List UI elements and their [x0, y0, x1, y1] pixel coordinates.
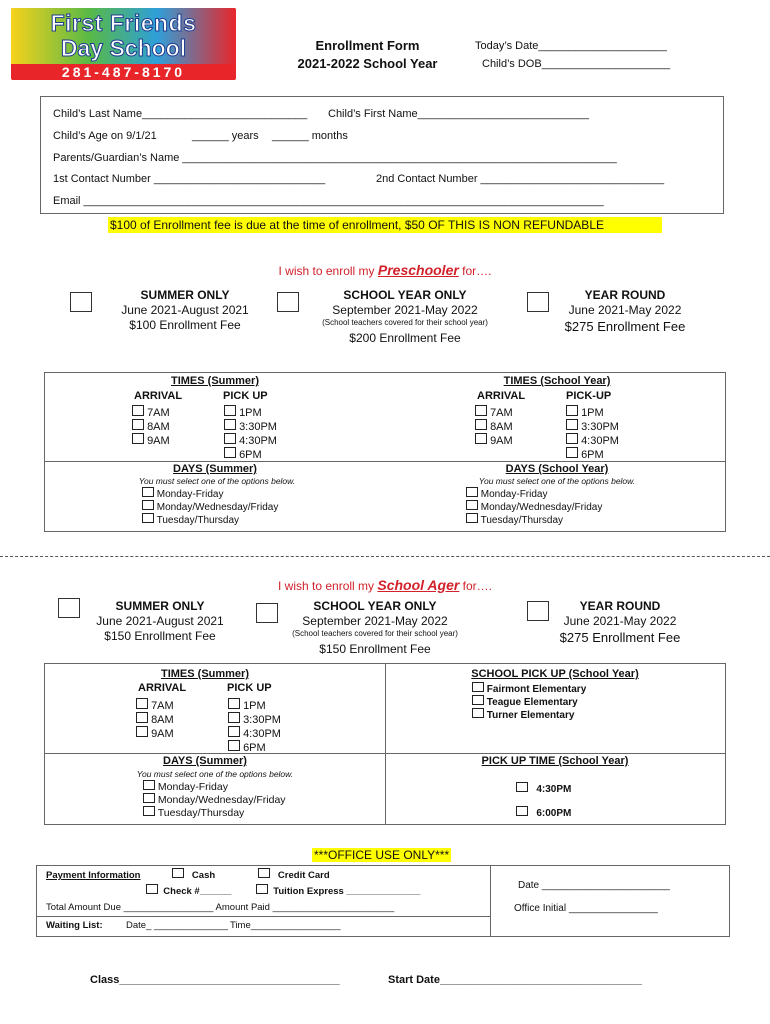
office-initial-field[interactable]: Office Initial ________________	[514, 903, 658, 914]
list-item[interactable]: 3:30PM	[224, 419, 277, 433]
list-item[interactable]: Teague Elementary	[472, 695, 586, 708]
form-title: Enrollment Form	[315, 38, 420, 53]
list-item[interactable]: Monday-Friday	[143, 780, 286, 793]
schoolage-arrival-list	[136, 698, 174, 740]
total-amount-field[interactable]: Total Amount Due _________________ Amount Paid _______________________	[46, 902, 395, 913]
preschool-days-summer-heading: DAYS (Summer)	[173, 463, 257, 475]
preschool-schoolyear-option: SCHOOL YEAR ONLY September 2021-May 2022 (School teachers covered for their school year) $200 Enrollment Fee	[322, 288, 488, 345]
office-date-field[interactable]: Date _______________________	[518, 880, 670, 891]
preschool-heading: I wish to enroll my Preschooler for….	[278, 262, 492, 278]
schoolage-summer-option: SUMMER ONLY June 2021-August 2021 $150 Enrollment Fee	[96, 599, 224, 643]
list-item[interactable]: 7AM	[475, 405, 513, 419]
list-item[interactable]: 3:30PM	[566, 419, 619, 433]
list-item[interactable]: 1PM	[566, 405, 619, 419]
contact1-field[interactable]: 1st Contact Number ____________________________	[53, 173, 326, 185]
preschool-summer-pickup-list	[224, 405, 277, 461]
cash-option[interactable]: Cash	[172, 868, 215, 881]
schoolage-days-summer-heading: DAYS (Summer)	[163, 755, 247, 767]
list-item[interactable]: Turner Elementary	[472, 708, 586, 721]
preschool-times-school-heading: TIMES (School Year)	[503, 375, 611, 387]
school-logo	[11, 8, 236, 80]
start-date-field[interactable]: Start Date_________________________________	[388, 974, 642, 986]
payment-info-label: Payment Information	[46, 870, 141, 881]
schoolage-times-summer-heading: TIMES (Summer)	[160, 668, 249, 680]
list-item[interactable]: 1PM	[228, 698, 281, 712]
must-select-note: You must select one of the options below.	[138, 476, 296, 486]
parents-name-field[interactable]: Parents/Guardian’s Name _______________________________________________________________________	[53, 152, 617, 164]
waiting-list-label: Waiting List:	[46, 920, 103, 931]
logo-line2: Day School	[60, 35, 187, 61]
list-item[interactable]: Monday/Wednesday/Friday	[466, 500, 602, 513]
logo-line1: First Friends	[50, 10, 197, 36]
divider	[44, 461, 726, 462]
waiting-date-field[interactable]: Date_ ______________	[126, 920, 228, 931]
preschool-yearround-checkbox[interactable]	[527, 292, 549, 312]
list-item[interactable]: Monday/Wednesday/Friday	[142, 500, 278, 513]
pickup-heading: PICK-UP	[566, 390, 612, 402]
list-item[interactable]: 4:30PM	[228, 726, 281, 740]
list-item[interactable]: 6PM	[224, 447, 277, 461]
preschool-school-pickup-list	[566, 405, 619, 461]
schoolager-word: School Ager	[377, 577, 460, 593]
schoolage-schoolyear-option: SCHOOL YEAR ONLY September 2021-May 2022 (School teachers covered for their school year) $150 Enrollment Fee	[292, 599, 458, 656]
preschool-summer-arrival-list	[132, 405, 170, 447]
child-age-years-field[interactable]: ______ years	[192, 130, 259, 142]
school-pickup-list	[472, 682, 586, 721]
list-item[interactable]: 9AM	[475, 433, 513, 447]
list-item[interactable]: 6PM	[228, 740, 281, 754]
preschool-days-school-heading: DAYS (School Year)	[505, 463, 609, 475]
preschool-summer-checkbox[interactable]	[70, 292, 92, 312]
list-item[interactable]: 7AM	[136, 698, 174, 712]
child-age-label: Child’s Age on 9/1/21	[53, 130, 157, 142]
office-use-heading: ***OFFICE USE ONLY***	[314, 848, 450, 862]
pickup-time-option[interactable]: 6:00PM	[516, 806, 571, 819]
logo-phone: 281-487-8170	[61, 64, 186, 80]
must-select-note: You must select one of the options below.	[136, 769, 294, 779]
divider	[36, 916, 490, 917]
schoolage-summer-checkbox[interactable]	[58, 598, 80, 618]
pickup-heading: PICK UP	[223, 390, 268, 402]
preschool-schoolyear-checkbox[interactable]	[277, 292, 299, 312]
list-item[interactable]: 8AM	[136, 712, 174, 726]
school-pickup-heading: SCHOOL PICK UP (School Year)	[471, 668, 639, 680]
schoolage-pickup-list	[228, 698, 281, 754]
list-item[interactable]: 9AM	[136, 726, 174, 740]
list-item[interactable]: Tuesday/Thursday	[143, 806, 286, 819]
arrival-heading: ARRIVAL	[134, 390, 183, 402]
preschool-school-arrival-list	[475, 405, 513, 447]
cut-line	[0, 556, 770, 557]
preschool-summer-days-list	[142, 487, 278, 526]
list-item[interactable]: 8AM	[475, 419, 513, 433]
list-item[interactable]: 4:30PM	[566, 433, 619, 447]
preschool-school-days-list	[466, 487, 602, 526]
schoolage-yearround-option: YEAR ROUND June 2021-May 2022 $275 Enrollment Fee	[559, 599, 681, 645]
list-item[interactable]: 4:30PM	[224, 433, 277, 447]
childs-dob-field[interactable]: Child’s DOB_____________________	[482, 58, 671, 70]
waiting-time-field[interactable]: Time_________________	[230, 920, 341, 931]
list-item[interactable]: Tuesday/Thursday	[142, 513, 278, 526]
arrival-heading: ARRIVAL	[138, 682, 187, 694]
school-year-title: 2021-2022 School Year	[297, 56, 438, 71]
preschool-summer-option: SUMMER ONLY June 2021-August 2021 $100 Enrollment Fee	[121, 288, 249, 332]
schoolager-heading: I wish to enroll my School Ager for….	[278, 577, 492, 593]
preschool-times-summer-heading: TIMES (Summer)	[170, 375, 259, 387]
divider	[385, 663, 386, 825]
pickup-time-heading: PICK UP TIME (School Year)	[481, 755, 629, 767]
divider	[490, 865, 491, 937]
contact2-field[interactable]: 2nd Contact Number ______________________________	[376, 173, 665, 185]
list-item[interactable]: Fairmont Elementary	[472, 682, 586, 695]
list-item[interactable]: Monday/Wednesday/Friday	[143, 793, 286, 806]
child-age-months-field[interactable]: ______ months	[272, 130, 348, 142]
list-item[interactable]: 7AM	[132, 405, 170, 419]
list-item[interactable]: 3:30PM	[228, 712, 281, 726]
schoolage-days-list	[143, 780, 286, 819]
list-item[interactable]: Monday-Friday	[142, 487, 278, 500]
list-item[interactable]: 6PM	[566, 447, 619, 461]
list-item[interactable]: 8AM	[132, 419, 170, 433]
list-item[interactable]: 9AM	[132, 433, 170, 447]
class-field[interactable]: Class____________________________________	[90, 974, 340, 986]
email-field[interactable]: Email _____________________________________________________________________________________	[53, 195, 604, 207]
child-first-name-field[interactable]: Child’s First Name____________________________	[328, 108, 589, 120]
todays-date-field[interactable]: Today’s Date_____________________	[475, 40, 667, 52]
list-item[interactable]: Tuesday/Thursday	[466, 513, 602, 526]
list-item[interactable]: Monday-Friday	[466, 487, 602, 500]
must-select-note: You must select one of the options below.	[478, 476, 636, 486]
preschool-yearround-option: YEAR ROUND June 2021-May 2022 $275 Enrollment Fee	[564, 288, 686, 334]
arrival-heading: ARRIVAL	[477, 390, 526, 402]
preschooler-word: Preschooler	[377, 262, 459, 278]
fee-notice: $100 of Enrollment fee is due at the time of enrollment, $50 OF THIS IS NON REFUNDABLE	[108, 217, 662, 233]
credit-card-option[interactable]: Credit Card	[258, 868, 330, 881]
check-option[interactable]: Check #______	[146, 884, 231, 897]
child-last-name-field[interactable]: Child’s Last Name___________________________	[53, 108, 308, 120]
tuition-express-option[interactable]: Tuition Express ______________	[256, 884, 420, 897]
list-item[interactable]: 1PM	[224, 405, 277, 419]
pickup-heading: PICK UP	[227, 682, 272, 694]
pickup-time-option[interactable]: 4:30PM	[516, 782, 571, 795]
